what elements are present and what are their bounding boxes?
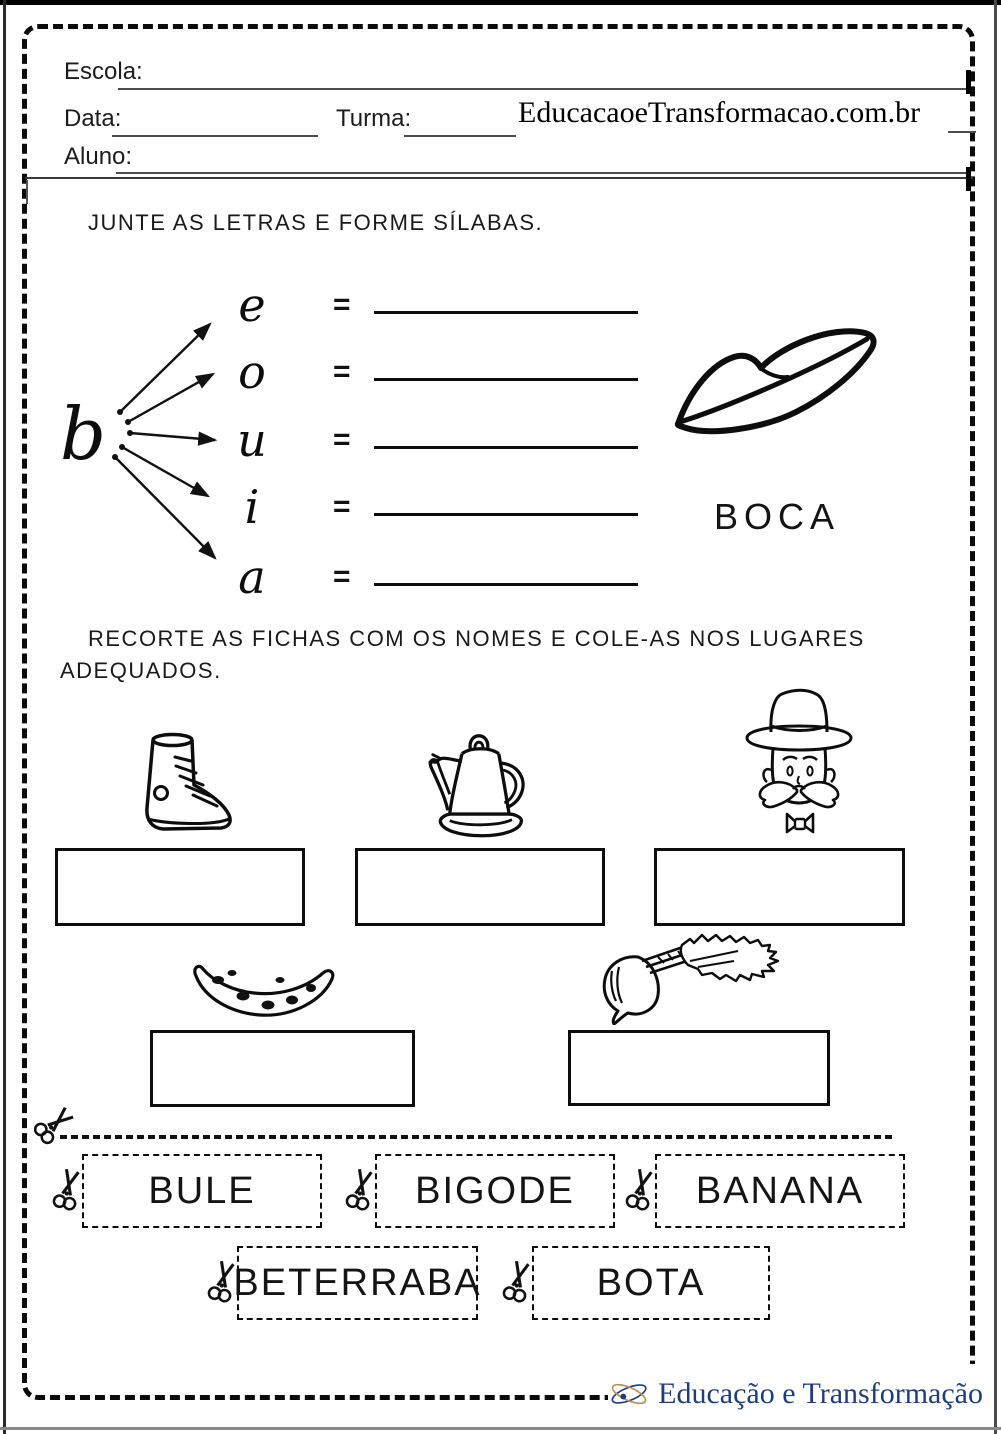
activity2-instruction-line2: ADEQUADOS. bbox=[60, 658, 222, 683]
class-label: Turma: bbox=[336, 105, 412, 132]
equals-sign: = bbox=[333, 355, 351, 388]
separator-end-tick bbox=[966, 167, 971, 191]
school-line-end-tick bbox=[966, 70, 971, 94]
cutout-card-bule bbox=[82, 1154, 322, 1228]
cutout-card-banana bbox=[655, 1154, 905, 1228]
scan-edge-left bbox=[3, 0, 6, 1434]
base-letter-b: b bbox=[60, 392, 107, 476]
card-label: BETERRABA bbox=[233, 1261, 482, 1304]
scan-edge-top bbox=[0, 0, 1001, 5]
activity1-title: JUNTE AS LETRAS E FORME SÍLABAS. bbox=[88, 210, 544, 235]
answer-blank-line bbox=[374, 378, 638, 381]
site-underline-tail bbox=[948, 131, 976, 133]
boot-picture bbox=[125, 730, 240, 842]
card-label: BIGODE bbox=[415, 1169, 575, 1212]
scan-edge-bottom bbox=[0, 1427, 1001, 1430]
paste-box-banana bbox=[150, 1030, 415, 1107]
answer-blank-line bbox=[374, 513, 638, 516]
orbit-atom-icon bbox=[608, 1370, 650, 1418]
cutout-card-beterraba bbox=[233, 1246, 482, 1320]
equals-sign: = bbox=[333, 560, 351, 593]
scan-edge-right bbox=[994, 0, 997, 1434]
equals-sign: = bbox=[333, 490, 351, 523]
date-blank-line bbox=[112, 135, 318, 137]
answer-blank-line bbox=[374, 583, 638, 586]
student-blank-line bbox=[116, 172, 970, 174]
paste-box-bota bbox=[55, 848, 305, 926]
paste-box-beterraba bbox=[568, 1030, 830, 1106]
date-label: Data: bbox=[64, 105, 122, 132]
vowel-a: a bbox=[238, 550, 266, 604]
paste-box-bule bbox=[355, 848, 605, 926]
answer-blank-line bbox=[374, 311, 638, 314]
vowel-u: u bbox=[237, 413, 267, 467]
school-label: Escola: bbox=[64, 58, 143, 85]
card-label: BULE bbox=[148, 1169, 256, 1212]
arrow-fan-graphic bbox=[100, 290, 230, 580]
site-header-text: EducacaoeTransformacao.com.br bbox=[518, 96, 921, 129]
student-label: Aluno: bbox=[64, 143, 133, 170]
footer-logo-text: Educação e Transformação bbox=[658, 1377, 983, 1410]
school-blank-line bbox=[118, 88, 969, 90]
separator-left-tick bbox=[26, 180, 28, 204]
paste-box-bigode bbox=[654, 848, 905, 926]
footer-logo bbox=[608, 1364, 983, 1424]
vowel-o: o bbox=[238, 345, 266, 399]
cutout-card-bota bbox=[532, 1246, 770, 1320]
lips-picture-label: BOCA bbox=[714, 496, 841, 537]
header-separator-line bbox=[25, 177, 973, 179]
activity2-instruction-line1: RECORTE AS FICHAS COM OS NOMES E COLE-AS NOS LUGARES bbox=[88, 626, 865, 651]
mustache-man-picture bbox=[733, 686, 865, 844]
lips-picture bbox=[668, 306, 888, 456]
banana-picture bbox=[188, 958, 338, 1024]
coffee-pot-picture bbox=[412, 716, 544, 848]
equals-sign: = bbox=[333, 423, 351, 456]
class-blank-line bbox=[404, 135, 516, 137]
vowel-i: i bbox=[244, 480, 260, 534]
card-label: BANANA bbox=[695, 1169, 865, 1212]
cutout-card-bigode bbox=[375, 1154, 615, 1228]
card-label: BOTA bbox=[596, 1261, 706, 1304]
answer-blank-line bbox=[374, 446, 638, 449]
beet-picture bbox=[588, 933, 786, 1025]
vowel-e: e bbox=[238, 278, 266, 332]
equals-sign: = bbox=[333, 288, 351, 321]
cut-dotted-line bbox=[60, 1135, 896, 1139]
